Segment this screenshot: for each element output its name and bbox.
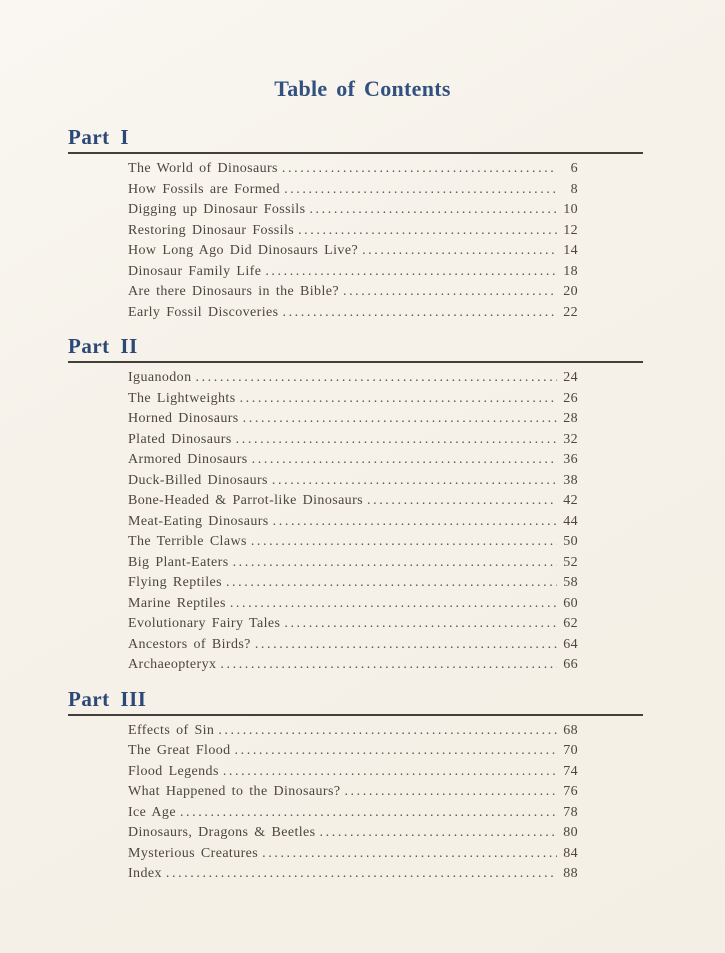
dot-leader xyxy=(282,159,557,180)
section-heading: Part II xyxy=(68,336,643,363)
toc-entry xyxy=(128,200,578,221)
entry-title: Digging up Dinosaur Fossils xyxy=(128,202,306,217)
dot-leader xyxy=(166,864,557,885)
dot-leader xyxy=(233,553,557,574)
entry-title: The Terrible Claws xyxy=(128,534,247,549)
dot-leader xyxy=(220,655,557,676)
section-heading: Part I xyxy=(68,127,643,154)
toc-section xyxy=(68,336,643,676)
dot-leader xyxy=(218,721,557,742)
entry-page-number: 18 xyxy=(563,263,578,279)
entry-page-number: 38 xyxy=(563,472,578,488)
toc-entry xyxy=(128,803,578,824)
dot-leader xyxy=(240,389,557,410)
toc-entry xyxy=(128,532,578,553)
dot-leader xyxy=(273,512,557,533)
entry-page-number: 22 xyxy=(563,304,578,320)
toc-entry xyxy=(128,614,578,635)
toc-entry xyxy=(128,262,578,283)
entry-page-number: 14 xyxy=(563,243,578,258)
toc-entry xyxy=(128,221,578,242)
dot-leader xyxy=(272,471,557,492)
dot-leader xyxy=(284,180,557,201)
entry-title: Mysterious Creatures xyxy=(128,845,259,861)
entry-title: What Happened to the Dinosaurs? xyxy=(128,784,341,799)
entry-page-number: 6 xyxy=(570,161,578,176)
toc-entry xyxy=(128,450,578,471)
entry-title: Evolutionary Fairy Tales xyxy=(128,616,281,631)
entry-title: Ice Age xyxy=(128,804,176,820)
dot-leader xyxy=(235,741,557,762)
toc-entry xyxy=(128,368,578,389)
entry-title: Index xyxy=(128,866,162,881)
entry-page-number: 52 xyxy=(563,554,578,570)
entry-page-number: 28 xyxy=(563,411,578,426)
entry-page-number: 62 xyxy=(563,616,578,631)
section-heading: Part III xyxy=(68,689,643,716)
toc-entry xyxy=(128,282,578,303)
dot-leader xyxy=(180,803,557,824)
entry-title: Plated Dinosaurs xyxy=(128,431,232,447)
dot-leader xyxy=(236,430,557,451)
entry-page-number: 58 xyxy=(563,575,578,590)
entries-list xyxy=(68,159,643,323)
entry-title: Marine Reptiles xyxy=(128,595,226,611)
entry-title: Dinosaur Family Life xyxy=(128,263,262,279)
dot-leader xyxy=(252,450,557,471)
toc-entry xyxy=(128,241,578,262)
entry-page-number: 42 xyxy=(563,493,578,508)
entry-page-number: 44 xyxy=(563,513,578,529)
entry-page-number: 76 xyxy=(563,784,578,799)
toc-entry xyxy=(128,635,578,656)
entry-title: Bone-Headed & Parrot-like Dinosaurs xyxy=(128,493,363,508)
sections-container xyxy=(68,127,643,885)
page-title: Table of Contents xyxy=(274,76,451,101)
entry-title: Restoring Dinosaur Fossils xyxy=(128,222,295,238)
toc-entry xyxy=(128,844,578,865)
entry-title: Ancestors of Birds? xyxy=(128,636,251,652)
entry-title: Iguanodon xyxy=(128,370,192,385)
entry-page-number: 70 xyxy=(563,743,578,758)
entry-page-number: 66 xyxy=(563,657,578,672)
entry-page-number: 84 xyxy=(563,845,578,861)
entry-page-number: 50 xyxy=(563,534,578,549)
toc-entry xyxy=(128,512,578,533)
dot-leader xyxy=(226,573,557,594)
toc-entry xyxy=(128,471,578,492)
entry-title: How Fossils are Formed xyxy=(128,181,281,197)
entry-title: Flying Reptiles xyxy=(128,575,222,590)
dot-leader xyxy=(265,262,557,283)
toc-entry xyxy=(128,553,578,574)
dot-leader xyxy=(367,491,557,512)
entry-page-number: 78 xyxy=(563,804,578,820)
dot-leader xyxy=(284,614,557,635)
entry-title: How Long Ago Did Dinosaurs Live? xyxy=(128,243,359,258)
dot-leader xyxy=(343,282,557,303)
entry-title: Duck-Billed Dinosaurs xyxy=(128,472,268,488)
entry-title: The World of Dinosaurs xyxy=(128,161,278,176)
entry-page-number: 10 xyxy=(563,202,578,217)
toc-entry xyxy=(128,864,578,885)
entry-title: The Great Flood xyxy=(128,743,231,758)
toc-entry xyxy=(128,655,578,676)
entry-title: Horned Dinosaurs xyxy=(128,411,239,426)
entry-title: The Lightweights xyxy=(128,390,236,406)
entries-list xyxy=(68,721,643,885)
dot-leader xyxy=(309,200,557,221)
toc-entry xyxy=(128,180,578,201)
entry-page-number: 24 xyxy=(563,370,578,385)
toc-section xyxy=(68,686,643,885)
entry-page-number: 68 xyxy=(563,722,578,738)
entry-title: Early Fossil Discoveries xyxy=(128,304,279,320)
dot-leader xyxy=(282,303,557,324)
entry-title: Dinosaurs, Dragons & Beetles xyxy=(128,825,316,840)
dot-leader xyxy=(344,782,557,803)
entry-page-number: 32 xyxy=(563,431,578,447)
toc-entry xyxy=(128,594,578,615)
toc-entry xyxy=(128,823,578,844)
entry-title: Archaeopteryx xyxy=(128,657,217,672)
entry-page-number: 20 xyxy=(563,284,578,299)
toc-entry xyxy=(128,762,578,783)
toc-entry xyxy=(128,741,578,762)
dot-leader xyxy=(243,409,557,430)
dot-leader xyxy=(255,635,557,656)
entry-page-number: 74 xyxy=(563,763,578,779)
dot-leader xyxy=(320,823,557,844)
entry-page-number: 26 xyxy=(563,390,578,406)
toc-entry xyxy=(128,303,578,324)
dot-leader xyxy=(251,532,557,553)
entry-page-number: 64 xyxy=(563,636,578,652)
dot-leader xyxy=(298,221,557,242)
entry-title: Effects of Sin xyxy=(128,722,215,738)
toc-entry xyxy=(128,782,578,803)
toc-entry xyxy=(128,430,578,451)
dot-leader xyxy=(362,241,557,262)
toc-entry xyxy=(128,721,578,742)
entry-title: Are there Dinosaurs in the Bible? xyxy=(128,284,339,299)
dot-leader xyxy=(230,594,557,615)
entry-page-number: 88 xyxy=(563,866,578,881)
toc-entry xyxy=(128,409,578,430)
toc-entry xyxy=(128,159,578,180)
dot-leader xyxy=(262,844,557,865)
entry-page-number: 8 xyxy=(570,181,578,197)
entry-title: Big Plant-Eaters xyxy=(128,554,229,570)
toc-entry xyxy=(128,491,578,512)
toc-section xyxy=(68,127,643,323)
entry-page-number: 12 xyxy=(563,222,578,238)
entry-page-number: 60 xyxy=(563,595,578,611)
entry-title: Meat-Eating Dinosaurs xyxy=(128,513,269,529)
dot-leader xyxy=(195,368,557,389)
entry-title: Armored Dinosaurs xyxy=(128,452,248,467)
dot-leader xyxy=(223,762,557,783)
toc-entry xyxy=(128,573,578,594)
entry-page-number: 36 xyxy=(563,452,578,467)
entries-list xyxy=(68,368,643,676)
entry-page-number: 80 xyxy=(563,825,578,840)
entry-title: Flood Legends xyxy=(128,763,219,779)
toc-entry xyxy=(128,389,578,410)
